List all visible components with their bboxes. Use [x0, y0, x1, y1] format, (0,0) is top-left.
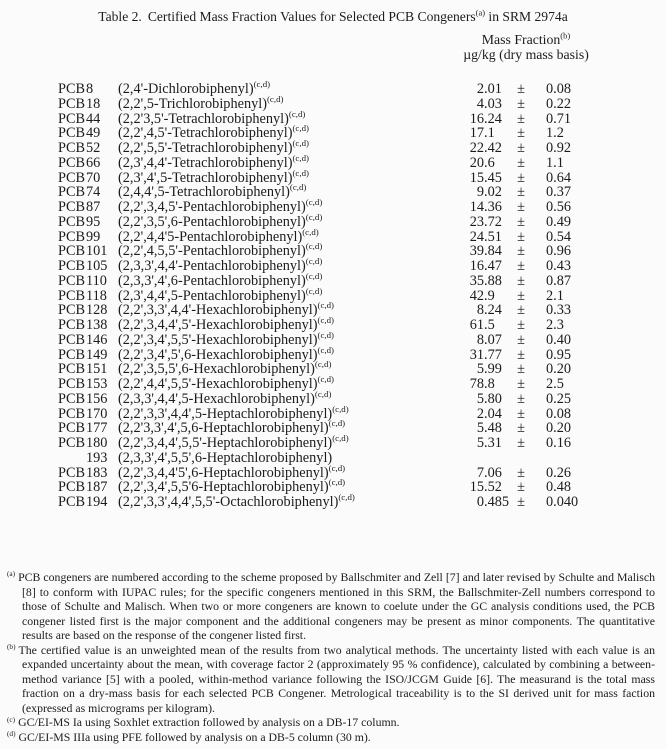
row-footnote-ref: (c,d) — [288, 108, 306, 119]
value-fraction-part — [484, 451, 514, 466]
plus-minus-sign: ± — [517, 272, 525, 289]
row-footnote-ref: (c,d) — [338, 492, 355, 503]
pcb-label: PCB — [58, 272, 86, 289]
congener-name: (2,2',5-Trichlorobiphenyl) — [118, 95, 267, 112]
plus-minus-sign: ± — [517, 243, 525, 260]
congener-name: (2,2',5,5'-Tetrachlorobiphenyl) — [118, 140, 293, 156]
congener-name-cell — [118, 182, 454, 201]
value-integer-part: 5 — [476, 361, 484, 378]
table-row — [58, 374, 618, 392]
uncertainty-value: 0.64 — [546, 169, 572, 186]
uncertainty-value: 0.49 — [546, 213, 572, 230]
plus-minus-sign: ± — [517, 228, 525, 245]
value-fraction-part: .04 — [484, 405, 502, 422]
value-fraction-part: .77 — [484, 346, 502, 363]
value-integer-part: 16 — [469, 258, 484, 274]
row-footnote-ref: (c,d) — [328, 477, 346, 488]
congener-name-cell — [118, 138, 454, 156]
footnote — [7, 730, 655, 745]
value-integer-part: 4 — [476, 95, 484, 112]
congener-name-cell — [118, 329, 454, 348]
congener-name-cell — [118, 79, 454, 97]
congener-name: (2,2',3,3',4,4'-Hexachlorobiphenyl) — [118, 302, 318, 319]
value-integer-part: 24 — [469, 228, 484, 245]
value-fraction-part: .5 — [484, 317, 495, 333]
congener-name-cell — [118, 211, 454, 230]
congener-name: (2,3,3',4',5,5',6-Heptachlorobiphenyl) — [118, 449, 333, 466]
congener-name: (2,3,3',4',6-Pentachlorobiphenyl) — [118, 272, 306, 289]
value-integer-part: 35 — [469, 272, 484, 289]
uncertainty-value: 1.2 — [546, 125, 564, 142]
value-fraction-part: .8 — [484, 376, 495, 392]
footnote — [7, 643, 655, 716]
congener-number: 153 — [86, 376, 108, 392]
value-fraction-part: .48 — [484, 420, 502, 437]
congener-number: 110 — [86, 272, 107, 289]
plus-minus-sign: ± — [517, 405, 525, 422]
value-integer-part: 17 — [469, 125, 484, 142]
congener-number: 87 — [86, 199, 101, 215]
value-integer-part: 5 — [476, 390, 484, 407]
pcb-label: PCB — [58, 169, 86, 186]
congener-name: (2,3,3',4,4'-Pentachlorobiphenyl) — [118, 258, 306, 274]
uncertainty-value: 1.1 — [546, 154, 564, 171]
table-row — [58, 315, 618, 333]
congener-name: (2,3',4,4',5-Pentachlorobiphenyl) — [118, 287, 306, 304]
row-footnote-ref: (c,d) — [317, 374, 334, 385]
row-footnote-ref: (c,d) — [305, 270, 323, 281]
footnotes-section — [7, 570, 655, 745]
value-fraction-part: .03 — [484, 95, 502, 112]
congener-number: 101 — [86, 243, 108, 260]
congener-name-cell — [118, 123, 454, 142]
value-fraction-part: .80 — [484, 390, 502, 407]
congener-number: 177 — [86, 420, 108, 437]
row-footnote-ref: (c,d) — [292, 138, 309, 149]
value-fraction-part: .02 — [484, 184, 502, 201]
congener-name: (2,3,3',4,4',5-Hexachlorobiphenyl) — [118, 390, 315, 407]
value-fraction-part: .47 — [484, 258, 502, 274]
value-integer-part: 8 — [476, 331, 484, 348]
value-integer-part: 2 — [476, 405, 484, 422]
pcb-label: PCB — [58, 479, 86, 496]
value-integer-part: 9 — [476, 184, 484, 201]
congener-number: 70 — [86, 169, 101, 186]
pcb-label: PCB — [58, 228, 86, 245]
congener-name-cell — [118, 492, 454, 510]
pcb-label: PCB — [58, 435, 86, 451]
uncertainty-value: 0.16 — [546, 435, 572, 451]
congener-name-cell — [118, 433, 454, 451]
congener-table — [58, 79, 618, 510]
footnote-marker: (b) — [7, 641, 16, 651]
plus-minus-sign: ± — [517, 95, 525, 112]
mass-fraction-footnote-ref: (b) — [560, 30, 571, 41]
uncertainty-value: 2.3 — [546, 317, 564, 333]
value-fraction-part: .6 — [484, 154, 495, 171]
congener-name-cell — [118, 418, 454, 437]
mass-fraction-header-unit: µg/kg (dry mass basis) — [463, 47, 589, 62]
value-fraction-part: .84 — [484, 243, 502, 260]
congener-number: 105 — [86, 258, 108, 274]
pcb-label: PCB — [58, 346, 86, 363]
table-row — [58, 138, 618, 156]
congener-name-cell — [118, 451, 454, 466]
row-footnote-ref: (c,d) — [332, 403, 349, 414]
value-fraction-part: .36 — [484, 199, 502, 215]
plus-minus-sign: ± — [517, 331, 525, 348]
value-integer-part: 16 — [469, 110, 484, 127]
row-footnote-ref: (c,d) — [314, 388, 332, 399]
congener-name: (2,2',3,4',5,5'6-Heptachlorobiphenyl) — [118, 479, 329, 496]
congener-name: (2,2',3,4,4',5'-Hexachlorobiphenyl) — [118, 317, 318, 333]
plus-minus-sign: ± — [517, 346, 525, 363]
table-row — [58, 270, 618, 289]
uncertainty-value: 0.71 — [546, 110, 572, 127]
congener-number: 170 — [86, 405, 108, 422]
pcb-label: PCB — [58, 302, 86, 319]
congener-name-cell — [118, 270, 454, 289]
plus-minus-sign: ± — [517, 154, 525, 171]
row-footnote-ref: (c,d) — [317, 329, 334, 340]
plus-minus-sign: ± — [517, 376, 525, 392]
value-integer-part: 31 — [469, 346, 484, 363]
table-row — [58, 492, 618, 510]
uncertainty-value — [528, 451, 596, 466]
pcb-label: PCB — [58, 331, 86, 348]
row-footnote-ref: (c,d) — [305, 256, 323, 267]
congener-number: 95 — [86, 213, 101, 230]
uncertainty-value: 0.96 — [546, 243, 572, 260]
uncertainty-value: 2.5 — [546, 376, 564, 392]
value-integer-part — [454, 451, 484, 466]
congener-number: 138 — [86, 317, 108, 333]
congener-name-cell — [118, 241, 454, 260]
value-integer-part: 15 — [469, 169, 484, 186]
plus-minus-sign: ± — [517, 390, 525, 407]
row-footnote-ref: (c,d) — [305, 197, 323, 208]
uncertainty-value: 0.26 — [546, 464, 572, 481]
plus-minus-sign: ± — [517, 81, 525, 97]
congener-name: (2,2',3,5',6-Pentachlorobiphenyl) — [118, 213, 306, 230]
uncertainty-value: 0.08 — [546, 405, 572, 422]
plus-minus-sign: ± — [517, 110, 525, 127]
uncertainty-value: 0.92 — [546, 140, 572, 156]
pcb-label: PCB — [58, 258, 86, 274]
plus-minus-sign: ± — [517, 199, 525, 215]
value-fraction-part: .88 — [484, 272, 502, 289]
uncertainty-value: 0.48 — [546, 479, 572, 496]
value-integer-part: 2 — [476, 81, 484, 97]
value-fraction-part: .9 — [484, 287, 495, 304]
value-fraction-part: .72 — [484, 213, 502, 230]
plus-minus-sign: ± — [517, 464, 525, 481]
pcb-label: PCB — [58, 287, 86, 304]
footnote-text: The certified value is an unweighted mean of the results from two analytical methods. The uncertainty listed with each value is an expanded uncertainty about the mean, with coverage factor 2 (approximately 95 % confidence), calculated by combining a between-method variance [5] with a pooled, within-method variance following the ISO/JCGM Guide [6]. The measurand is the total mass fraction on a dry-mass basis for each selected PCB Congener. Metrological traceability is to the SI derived unit for mass faction (expressed as micrograms per kilogram). — [18, 642, 655, 715]
table-row — [58, 93, 618, 112]
congener-name: (2,3',4',5-Tetrachlorobiphenyl) — [118, 169, 293, 186]
congener-name-cell — [118, 374, 454, 392]
congener-number: 156 — [86, 390, 108, 407]
congener-number: 8 — [86, 81, 94, 97]
value-integer-part: 61 — [469, 317, 484, 333]
pcb-label: PCB — [58, 376, 86, 392]
uncertainty-value: 0.43 — [546, 258, 572, 274]
footnote-text: PCB congeners are numbered according to the scheme proposed by Ballschmiter and Zell [7] and later revised by Schulte and Malisch [8] to conform with IUPAC rules; for the specific congeners mentioned in this SRM, the Ballschmiter-Zell numbers correspond to those of Schulte and Malisch. When two or more congeners are known to coelute under the GC analysis conditions used, the PCB congener listed first is the major component and the additional congeners may be present as minor components. The quantitative results are based on the response of the congener listed first. — [18, 570, 655, 643]
congener-number: 18 — [86, 95, 101, 112]
table-row — [58, 123, 618, 142]
uncertainty-value: 0.54 — [546, 228, 572, 245]
pcb-label: PCB — [58, 154, 86, 171]
congener-name: (2,2',4,4'5-Pentachlorobiphenyl) — [118, 228, 303, 245]
value-fraction-part: .24 — [484, 110, 502, 127]
uncertainty-value: 0.08 — [546, 81, 572, 97]
congener-name: (2,2',3,4,4',5,5'-Heptachlorobiphenyl) — [118, 435, 333, 451]
value-fraction-part: .51 — [484, 228, 502, 245]
value-integer-part: 8 — [476, 302, 484, 319]
plus-minus-sign: ± — [517, 479, 525, 496]
row-footnote-ref: (c,d) — [305, 241, 323, 252]
footnote-text: GC/EI-MS IIIa using PFE followed by analysis on a DB-5 column (30 m). — [18, 730, 371, 745]
value-fraction-part: .99 — [484, 361, 502, 378]
table-title-text: Certified Mass Fraction Values for Selected PCB Congeners — [147, 9, 476, 24]
row-footnote-ref: (c,d) — [314, 359, 332, 370]
congener-number: 194 — [86, 494, 108, 510]
table-row — [58, 182, 618, 201]
pcb-label: PCB — [58, 317, 86, 333]
table-row — [58, 79, 618, 97]
uncertainty-value: 0.040 — [546, 494, 579, 510]
plus-minus-sign: ± — [517, 317, 525, 333]
value-fraction-part: .31 — [484, 435, 502, 451]
congener-name: (2,4,4',5-Tetrachlorobiphenyl) — [118, 184, 290, 201]
table-title-label: Table 2. — [98, 9, 142, 24]
congener-number: 52 — [86, 140, 101, 156]
pcb-label: PCB — [58, 81, 86, 97]
plus-minus-sign: ± — [517, 287, 525, 304]
uncertainty-value: 2.1 — [546, 287, 564, 304]
congener-name: (2,2'3,5'-Tetrachlorobiphenyl) — [118, 110, 289, 127]
row-footnote-ref: (c,d) — [253, 79, 271, 90]
congener-number: 193 — [86, 449, 108, 466]
uncertainty-value: 0.37 — [546, 184, 572, 201]
row-footnote-ref: (c,d) — [292, 152, 309, 163]
value-integer-part: 22 — [469, 140, 484, 156]
pcb-label: PCB — [58, 405, 86, 422]
congener-number: 146 — [86, 331, 108, 348]
value-fraction-part: .42 — [484, 140, 502, 156]
uncertainty-value: 0.20 — [546, 420, 572, 437]
plus-minus-sign: ± — [517, 169, 525, 186]
mass-fraction-column-header — [425, 32, 627, 62]
table-row — [58, 300, 618, 319]
value-integer-part: 78 — [469, 376, 484, 392]
footnote — [7, 570, 655, 643]
uncertainty-value: 0.20 — [546, 361, 572, 378]
plus-minus-sign: ± — [517, 435, 525, 451]
congener-number: 183 — [86, 464, 108, 481]
congener-number: 180 — [86, 435, 108, 451]
value-integer-part: 7 — [476, 464, 484, 481]
uncertainty-value: 0.22 — [546, 95, 572, 112]
row-footnote-ref: (c,d) — [332, 433, 349, 444]
congener-name: (2,2',3,4',5,5'-Hexachlorobiphenyl) — [118, 331, 318, 348]
congener-name: (2,2'3,3',4',5,6-Heptachlorobiphenyl) — [118, 420, 329, 437]
row-footnote-ref: (c,d) — [289, 182, 307, 193]
congener-name-cell — [118, 477, 454, 496]
congener-number: 99 — [86, 228, 101, 245]
congener-number: 149 — [86, 346, 108, 363]
pcb-label: PCB — [58, 140, 86, 156]
value-fraction-part: .07 — [484, 331, 502, 348]
value-fraction-part: .45 — [484, 169, 502, 186]
row-footnote-ref: (c,d) — [328, 462, 346, 473]
pcb-label: PCB — [58, 494, 86, 510]
pcb-label: PCB — [58, 110, 86, 127]
uncertainty-value: 0.25 — [546, 390, 572, 407]
footnote-marker: (d) — [7, 729, 16, 739]
congener-name: (2,4'-Dichlorobiphenyl) — [118, 81, 254, 97]
congener-name-cell — [118, 93, 454, 112]
congener-name-cell — [118, 256, 454, 274]
congener-name-cell — [118, 197, 454, 215]
pcb-label: PCB — [58, 243, 86, 260]
row-footnote-ref: (c,d) — [292, 123, 309, 134]
value-integer-part: 42 — [469, 287, 484, 304]
congener-name: (2,2',3,3',4,4',5,5'-Octachlorobiphenyl) — [118, 494, 339, 510]
value-integer-part: 14 — [469, 199, 484, 215]
value-integer-part: 23 — [469, 213, 484, 230]
value-fraction-part: .52 — [484, 479, 502, 496]
uncertainty-value: 0.40 — [546, 331, 572, 348]
title-footnote-ref: (a) — [475, 7, 486, 18]
plus-minus-sign: ± — [517, 494, 525, 510]
congener-name: (2,2',3,5,5',6-Hexachlorobiphenyl) — [118, 361, 315, 378]
congener-name-cell — [118, 315, 454, 333]
congener-name: (2,2',4,4',5,5'-Hexachlorobiphenyl) — [118, 376, 318, 392]
congener-name: (2,2',3,4',5',6-Hexachlorobiphenyl) — [118, 346, 318, 363]
value-fraction-part: .485 — [484, 494, 510, 510]
value-fraction-part: .01 — [484, 81, 502, 97]
pcb-label: PCB — [58, 125, 86, 142]
plus-minus-sign: ± — [517, 420, 525, 437]
row-footnote-ref: (c,d) — [292, 167, 309, 178]
plus-minus-sign: ± — [517, 184, 525, 201]
table-title — [0, 9, 666, 25]
value-fraction-part: .24 — [484, 302, 502, 319]
table-row — [58, 433, 618, 451]
congener-number: 49 — [86, 125, 101, 142]
pcb-label: PCB — [58, 184, 86, 201]
congener-name: (2,3',4,4'-Tetrachlorobiphenyl) — [118, 154, 293, 171]
congener-number: 118 — [86, 287, 107, 304]
congener-name: (2,2',3,4,5'-Pentachlorobiphenyl) — [118, 199, 306, 215]
uncertainty-value: 0.87 — [546, 272, 572, 289]
congener-number: 74 — [86, 184, 101, 201]
plus-minus-sign: ± — [517, 213, 525, 230]
footnote-marker: (c) — [7, 714, 16, 724]
plus-minus-sign: ± — [517, 361, 525, 378]
congener-name: (2,2',4,5,5'-Pentachlorobiphenyl) — [118, 243, 306, 260]
congener-number: 151 — [86, 361, 108, 378]
uncertainty-value: 0.95 — [546, 346, 572, 363]
plus-minus-sign: ± — [517, 258, 525, 274]
pcb-label: PCB — [58, 95, 86, 112]
table-row — [58, 329, 618, 348]
plus-minus-sign: ± — [517, 125, 525, 142]
plus-minus-sign: ± — [517, 140, 525, 156]
footnote-text: GC/EI-MS Ia using Soxhlet extraction followed by analysis on a DB-17 column. — [18, 715, 400, 730]
table-row — [58, 359, 618, 378]
value-fraction-part: .1 — [484, 125, 495, 142]
value-integer-part: 5 — [476, 435, 484, 451]
congener-name: (2,2',3,3',4,4',5-Heptachlorobiphenyl) — [118, 405, 333, 422]
mass-fraction-header-title: Mass Fraction — [481, 32, 561, 47]
row-footnote-ref: (c,d) — [266, 93, 284, 104]
value-integer-part: 20 — [469, 154, 484, 171]
value-fraction-part: .06 — [484, 464, 502, 481]
pcb-label: PCB — [58, 390, 86, 407]
congener-name-cell — [118, 300, 454, 319]
congener-name-cell — [118, 359, 454, 378]
pcb-label: PCB — [58, 464, 86, 481]
row-footnote-ref: (c,d) — [305, 211, 323, 222]
congener-name: (2,2',4,5'-Tetrachlorobiphenyl) — [118, 125, 293, 142]
congener-number: 44 — [86, 110, 101, 127]
table-row — [58, 256, 618, 274]
pcb-label: PCB — [58, 420, 86, 437]
row-footnote-ref: (c,d) — [328, 418, 346, 429]
congener-number: 187 — [86, 479, 108, 496]
row-footnote-ref: (c,d) — [302, 226, 319, 237]
table-row — [58, 241, 618, 260]
congener-name-cell — [118, 152, 454, 171]
pcb-label: PCB — [58, 213, 86, 230]
row-footnote-ref: (c,d) — [317, 344, 334, 355]
value-integer-part: 15 — [469, 479, 484, 496]
plus-minus-sign — [514, 451, 528, 466]
pcb-label: PCB — [58, 361, 86, 378]
row-footnote-ref: (c,d) — [305, 285, 323, 296]
footnote-marker: (a) — [7, 569, 16, 579]
table-row — [58, 197, 618, 215]
row-footnote-ref: (c,d) — [317, 300, 334, 311]
row-footnote-ref: (c,d) — [317, 315, 334, 326]
value-integer-part: 0 — [476, 494, 484, 510]
congener-name: (2,2',3,4,4'5',6-Heptachlorobiphenyl) — [118, 464, 329, 481]
congener-name-cell — [118, 388, 454, 407]
congener-number: 66 — [86, 154, 101, 171]
value-integer-part: 5 — [476, 420, 484, 437]
footnote — [7, 715, 655, 730]
table-row — [58, 152, 618, 171]
congener-number: 128 — [86, 302, 108, 319]
table-row — [58, 211, 618, 230]
uncertainty-value: 0.33 — [546, 302, 572, 319]
pcb-label: PCB — [58, 199, 86, 215]
plus-minus-sign: ± — [517, 302, 525, 319]
pcb-label — [58, 451, 86, 466]
mass-fraction-header-line1 — [425, 32, 627, 47]
table-title-suffix: in SRM 2974a — [485, 9, 568, 24]
value-integer-part: 39 — [469, 243, 484, 260]
uncertainty-value: 0.56 — [546, 199, 572, 215]
